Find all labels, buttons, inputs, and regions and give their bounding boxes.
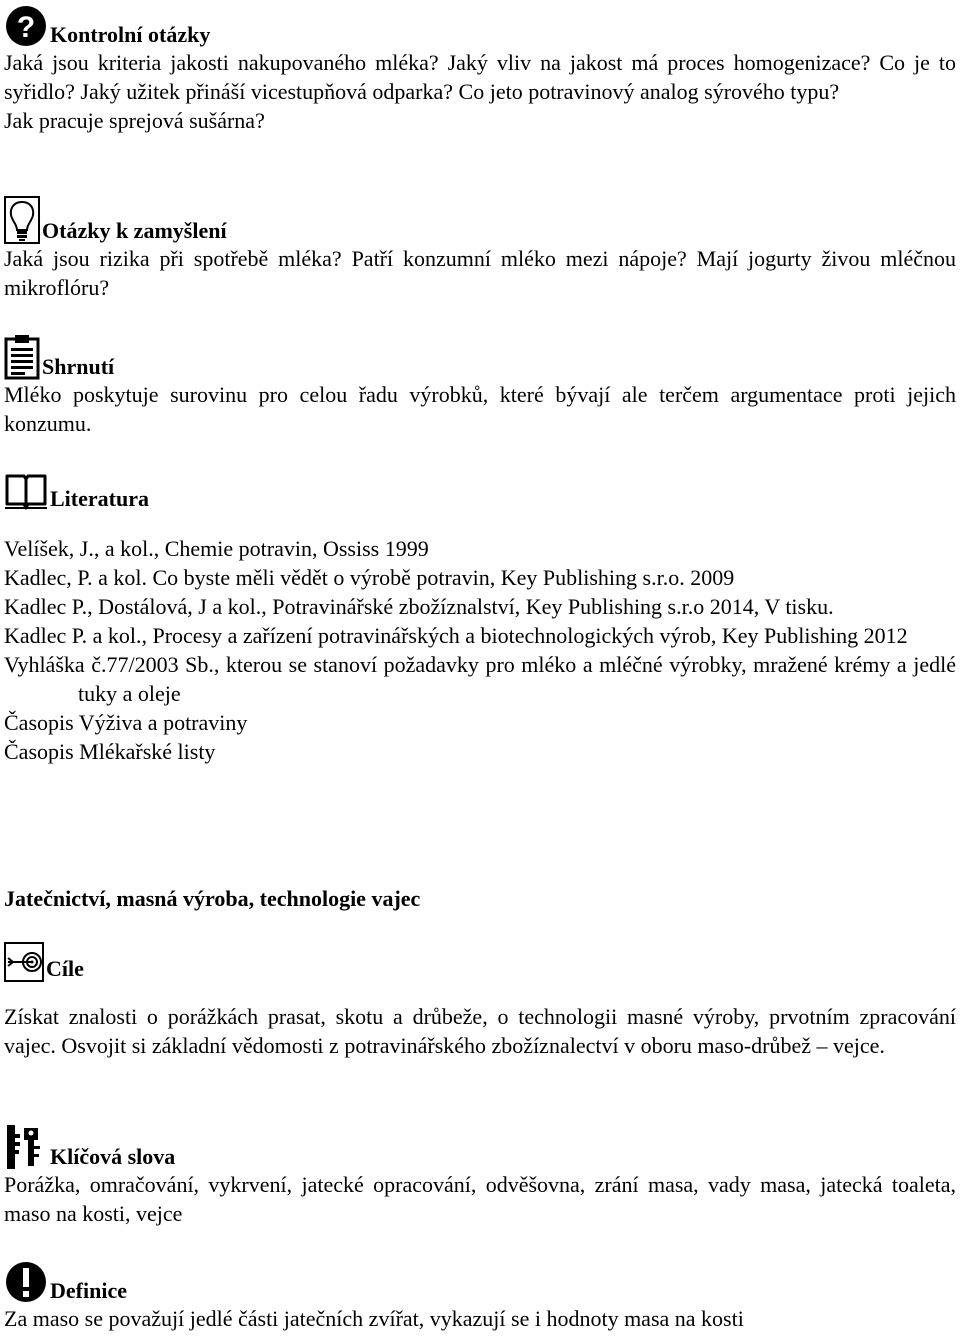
section-heading [4,1258,956,1304]
section-heading [4,196,956,244]
reference-item: Kadlec P., Dostálová, J a kol., Potravinářské zbožíznalství, Key Publishing s.r.o 2014, V tisku. [4,594,834,619]
section-kontrolni-otazky [4,4,956,135]
section-title: Shrnutí [42,354,115,379]
reference-item: Kadlec, P. a kol. Co byste měli vědět o výrobě potravin, Key Publishing s.r.o. 2009 [4,565,735,590]
section-literatura [4,472,956,766]
section-title: Literatura [50,486,149,511]
section-heading [4,1124,956,1170]
section-text: Porážka, omračování, vykrvení, jatecké opracování, odvěšovna, zrání masa, vady masa, jatecká toaleta, maso na kosti, vejce [4,1172,956,1226]
section-text: Za maso se považují jedlé části jatečních zvířat, vykazují se i hodnoty masa na kosti [4,1306,744,1331]
reference-item: Časopis Výživa a potraviny [4,710,248,735]
reference-item: Vyhláška č.77/2003 Sb., kterou se stanoví požadavky pro mléko a mléčné výrobky, mražené krémy a jedlé tuky a oleje [4,652,956,706]
reference-item: Kadlec P. a kol., Procesy a zařízení potravinářských a biotechnologických výrob, Key Publishing 2012 [4,623,908,648]
lightbulb-icon [4,196,40,244]
exclamation-icon [4,1258,48,1304]
clipboard-icon [4,334,40,380]
chapter-heading: Jatečnictví, masná výroba, technologie vajec [4,886,421,911]
section-heading [4,4,956,48]
section-text: Jaká jsou rizika při spotřebě mléka? Patří konzumní mléko mezi nápoje? Mají jogurty živou mléčnou mikroflóru? [4,246,956,300]
section-definice [4,1258,956,1333]
section-cile [4,942,956,1060]
section-title: Kontrolní otázky [50,22,211,47]
target-arrow-icon [4,942,44,982]
section-text: Získat znalosti o porážkách prasat, skotu a drůbeže, o technologii masné výroby, prvotním zpracování vajec. Osvojit si základní vědomosti z potravinářského zbožíznalectví v oboru maso-drůbež – vejce. [4,1004,956,1058]
section-title: Otázky k zamyšlení [42,218,227,243]
section-heading [4,334,956,380]
reference-item: Velíšek, J., a kol., Chemie potravin, Ossiss 1999 [4,536,429,561]
section-shrnuti [4,334,956,438]
reference-item: Časopis Mlékařské listy [4,739,216,764]
svg-text:?: ? [16,11,36,44]
section-klicova-slova [4,1124,956,1228]
section-heading [4,472,956,512]
section-otazky-k-zamysleni [4,196,956,302]
section-text: Jaká jsou kriteria jakosti nakupovaného mléka? Jaký vliv na jakost má proces homogenizace? Co je to syřidlo? Jaký užitek přináší vicestupňová odparka? Co jeto potravinový analog sýrového typu? [4,50,956,104]
section-heading [4,942,956,982]
section-title: Definice [50,1278,127,1303]
section-text-2: Jak pracuje sprejová sušárna? [4,108,265,133]
section-title: Klíčová slova [50,1144,176,1169]
question-mark-icon [4,4,48,48]
book-icon [4,472,48,512]
chapter-title [4,886,956,912]
keys-icon [4,1124,48,1170]
section-text: Mléko poskytuje surovinu pro celou řadu výrobků, které bývají ale terčem argumentace proti jejich konzumu. [4,382,956,436]
section-title: Cíle [46,956,84,981]
